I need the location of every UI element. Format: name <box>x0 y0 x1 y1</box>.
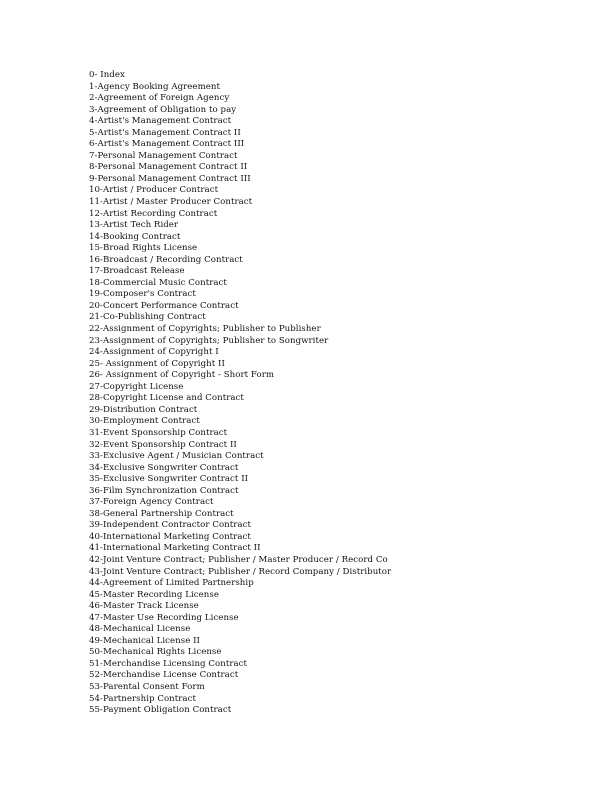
index-entry: 29-Distribution Contract <box>89 404 198 415</box>
index-entry: 12-Artist Recording Contract <box>89 208 218 219</box>
index-entry: 46-Master Track License <box>89 601 199 612</box>
index-entry: 31-Event Sponsorship Contract <box>89 427 228 438</box>
index-entry: 15-Broad Rights License <box>89 243 198 254</box>
index-entry: 34-Exclusive Songwriter Contract <box>89 462 239 473</box>
index-entry: 3-Agreement of Obligation to pay <box>89 104 237 115</box>
index-entry: 45-Master Recording License <box>89 589 219 600</box>
index-entry: 2-Agreement of Foreign Agency <box>89 93 230 104</box>
index-entry: 16-Broadcast / Recording Contract <box>89 254 243 265</box>
index-entry: 52-Merchandise License Contract <box>89 670 239 681</box>
index-entry: 27-Copyright License <box>89 381 184 392</box>
index-entry: 36-Film Synchronization Contract <box>89 485 239 496</box>
index-entry: 17-Broadcast Release <box>89 266 185 277</box>
index-entry: 40-International Marketing Contract <box>89 531 251 542</box>
index-entry: 9-Personal Management Contract III <box>89 173 251 184</box>
index-entry: 18-Commercial Music Contract <box>89 277 227 288</box>
index-entry: 48-Mechanical License <box>89 624 191 635</box>
index-entry: 26- Assignment of Copyright - Short Form <box>89 370 275 381</box>
index-entry: 28-Copyright License and Contract <box>89 393 244 404</box>
index-entry: 7-Personal Management Contract <box>89 150 238 161</box>
index-entry: 35-Exclusive Songwriter Contract II <box>89 474 249 485</box>
index-entry: 55-Payment Obligation Contract <box>89 705 232 716</box>
index-entry: 1-Agency Booking Agreement <box>89 81 220 92</box>
index-entry: 51-Merchandise Licensing Contract <box>89 658 248 669</box>
index-entry: 21-Co-Publishing Contract <box>89 312 206 323</box>
index-entry: 37-Foreign Agency Contract <box>89 497 214 508</box>
index-entry: 4-Artist's Management Contract <box>89 116 232 127</box>
index-entry: 30-Employment Contract <box>89 416 200 427</box>
contract-index-list <box>89 70 391 717</box>
index-entry: 43-Joint Venture Contract; Publisher / Record Company / Distributor <box>89 566 392 577</box>
index-entry: 11-Artist / Master Producer Contract <box>89 197 253 208</box>
index-entry: 10-Artist / Producer Contract <box>89 185 219 196</box>
index-entry: 41-International Marketing Contract II <box>89 543 261 554</box>
index-entry: 13-Artist Tech Rider <box>89 220 179 231</box>
index-entry: 6-Artist's Management Contract III <box>89 139 245 150</box>
index-entry: 53-Parental Consent Form <box>89 681 205 692</box>
index-entry: 20-Concert Performance Contract <box>89 300 239 311</box>
index-entry: 8-Personal Management Contract II <box>89 162 248 173</box>
index-entry: 22-Assignment of Copyrights; Publisher to Publisher <box>89 324 321 335</box>
index-entry: 25- Assignment of Copyright II <box>89 358 225 369</box>
index-entry: 33-Exclusive Agent / Musician Contract <box>89 451 264 462</box>
index-entry: 0- Index <box>89 70 125 80</box>
index-entry: 14-Booking Contract <box>89 231 181 242</box>
index-entry: 50-Mechanical Rights License <box>89 647 222 658</box>
index-entry: 23-Assignment of Copyrights; Publisher to Songwriter <box>89 335 329 346</box>
index-entry: 5-Artist's Management Contract II <box>89 127 241 138</box>
index-entry: 24-Assignment of Copyright I <box>89 347 219 358</box>
index-entry: 47-Master Use Recording License <box>89 612 239 623</box>
index-entry: 49-Mechanical License II <box>89 635 201 646</box>
index-entry: 54-Partnership Contract <box>89 693 196 704</box>
index-entry: 19-Composer's Contract <box>89 289 196 300</box>
index-entry: 32-Event Sponsorship Contract II <box>89 439 237 450</box>
index-entry: 38-General Partnership Contract <box>89 508 234 519</box>
index-entry: 44-Agreement of Limited Partnership <box>89 578 254 589</box>
index-entry: 39-Independent Contractor Contract <box>89 520 251 531</box>
index-entry: 42-Joint Venture Contract; Publisher / Master Producer / Record Co <box>89 554 388 565</box>
